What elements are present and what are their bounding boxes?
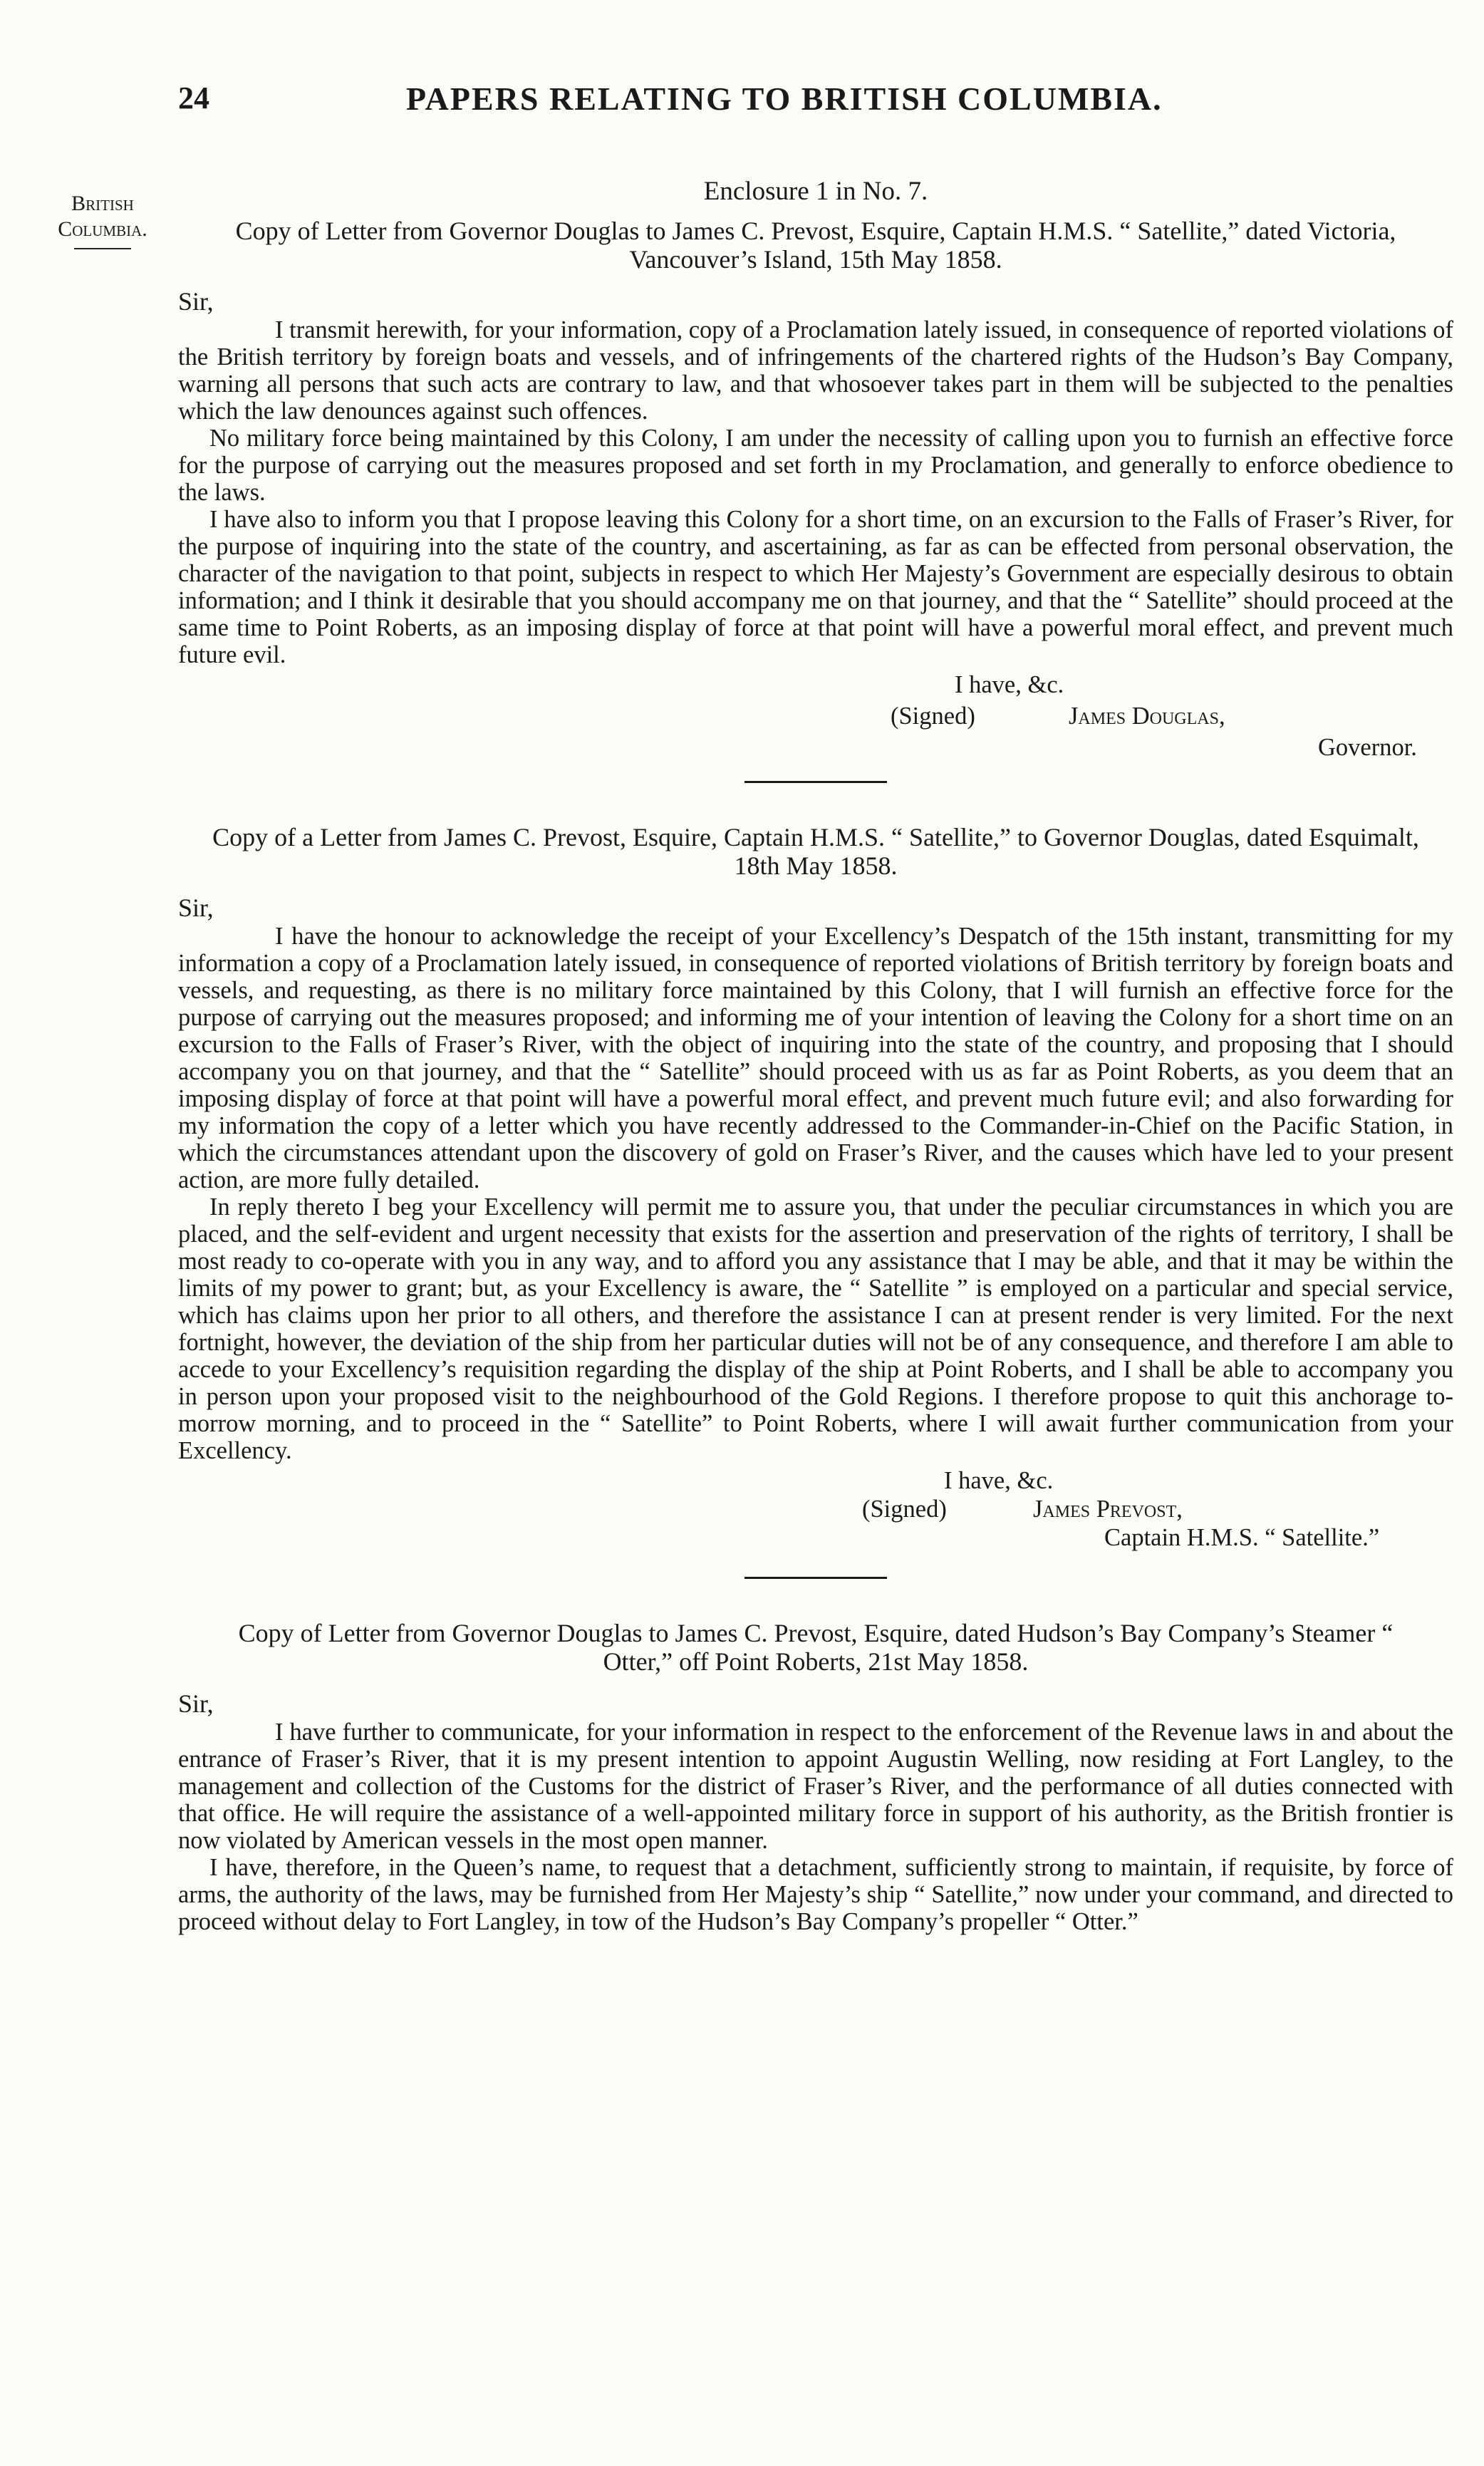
closing-line: I have, &c. [944,1467,1054,1494]
letter-2 [178,823,1453,1560]
signed-label: (Signed) [891,703,975,730]
salutation: Sir, [178,893,214,922]
section-divider [744,781,887,783]
signature-block [178,671,1453,764]
margin-note-line-1: British [71,192,134,215]
page-number: 24 [178,81,209,115]
paragraph: I have also to inform you that I propose leaving this Colony for a short time, on an excursion to the Falls of Fraser’s River, for the purpose of inquiring into the state of the country, and ascertaining, as far as can be effected from personal observation, the character of the navigation to that point, subjects in respect to which Her Majesty’s Government are especially desirous to obtain information; and I think it desirable that you should accompany me on that journey, and that the “ Satellite” should proceed at the same time to Point Roberts, as an imposing display of force at that point will have a powerful moral effect, and prevent much future evil. [178,506,1453,668]
salutation: Sir, [178,287,214,316]
paragraph: I have, therefore, in the Queen’s name, to request that a detachment, sufficiently strong to maintain, if requisite, by force of arms, the authority of the laws, may be furnished from Her Majesty’s ship “ Satellite,” now under your command, and directed to proceed without delay to Fort Langley, in tow of the Hudson’s Bay Company’s propeller “ Otter.” [178,1854,1453,1935]
signer-title: Captain H.M.S. “ Satellite.” [1104,1524,1380,1551]
closing-line: I have, &c. [955,671,1064,698]
signer-name: James Douglas, [1069,703,1225,730]
signature-block [178,1467,1453,1560]
running-title: PAPERS RELATING TO BRITISH COLUMBIA. [406,81,1163,117]
letter-1 [178,217,1453,764]
letter-title: Copy of a Letter from James C. Prevost, Esquire, Captain H.M.S. “ Satellite,” to Governor Douglas, dated Esquimalt, 18th May 1858. [212,823,1419,880]
paragraph: I have the honour to acknowledge the receipt of your Excellency’s Despatch of the 15th instant, transmitting for my information a copy of a Proclamation lately issued, in consequence of reported violations of British territory by foreign boats and vessels, and requesting, as there is no military force maintained by this Colony, that I will furnish an effective force for the purpose of carrying out the measures proposed; and informing me of your intention of leaving the Colony for a short time on an excursion to the Falls of Fraser’s River, with the object of inquiring into the state of the country, and proposing that I should accompany you on that journey, and that the “ Satellite” should proceed with us as far as Point Roberts, as you deem that an imposing display of force at that point will have a powerful moral effect, and prevent much future evil; and also forwarding for my information the copy of a letter which you have recently addressed to the Commander-in-Chief on the Pacific Station, in which the circumstances attendant upon the discovery of gold on Fraser’s River, and the causes which have led to your present action, are more fully detailed. [178,923,1453,1193]
page-header [178,80,1347,130]
section-divider [744,1577,887,1579]
margin-note [31,191,174,249]
paragraph: No military force being maintained by this Colony, I am under the necessity of calling upon you to furnish an effective force for the purpose of carrying out the measures proposed and set forth in my Proclamation, and generally to enforce obedience to the laws. [178,425,1453,506]
paragraph: I have further to communicate, for your information in respect to the enforcement of the Revenue laws in and about the entrance of Fraser’s River, that it is my present intention to appoint Augustin Welling, now residing at Fort Langley, to the management and collection of the Customs for the district of Fraser’s River, and the performance of all duties connected with that office. He will require the assistance of a well-appointed military force in support of his authority, as the British frontier is now violated by American vessels in the most open manner. [178,1719,1453,1854]
signer-name: James Prevost, [1033,1496,1183,1523]
salutation: Sir, [178,1689,214,1718]
letter-title: Copy of Letter from Governor Douglas to James C. Prevost, Esquire, Captain H.M.S. “ Satellite,” dated Victoria, Vancouver’s Island, 15th May 1858. [235,217,1396,274]
signed-label: (Signed) [862,1496,947,1523]
margin-note-rule [74,248,131,249]
margin-note-line-2: Columbia. [58,217,147,241]
enclosure-heading: Enclosure 1 in No. 7. [703,177,928,206]
signer-title: Governor. [1318,734,1417,761]
paragraph: I transmit herewith, for your information, copy of a Proclamation lately issued, in consequence of reported violations of the British territory by foreign boats and vessels, and of infringements of the chartered rights of the Hudson’s Bay Company, warning all persons that such acts are contrary to law, and that whosoever takes part in them will be subjected to the penalties which the law denounces against such offences. [178,316,1453,425]
letter-3 [178,1619,1453,1935]
document-body [178,178,1453,1935]
paragraph: In reply thereto I beg your Excellency will permit me to assure you, that under the peculiar circumstances in which you are placed, and the self-evident and urgent necessity that exists for the assertion and preservation of the rights of territory, I shall be most ready to co-operate with you in any way, and to afford you any assistance that I may be able, and that it may be within the limits of my power to grant; but, as your Excellency is aware, the “ Satellite ” is employed on a particular and special service, which has claims upon her prior to all others, and therefore the assistance I can at present render is very limited. For the next fortnight, however, the deviation of the ship from her particular duties will not be of any consequence, and therefore I am able to accede to your Excellency’s requisition regarding the display of the ship at Point Roberts, and I shall be able to accompany you in person upon your proposed visit to the neighbourhood of the Gold Regions. I therefore propose to quit this anchorage to-morrow morning, and to proceed in the “ Satellite” to Point Roberts, where I will await further communication from your Excellency. [178,1193,1453,1464]
letter-title: Copy of Letter from Governor Douglas to James C. Prevost, Esquire, dated Hudson’s Bay Company’s Steamer “ Otter,” off Point Roberts, 21st May 1858. [238,1619,1394,1676]
